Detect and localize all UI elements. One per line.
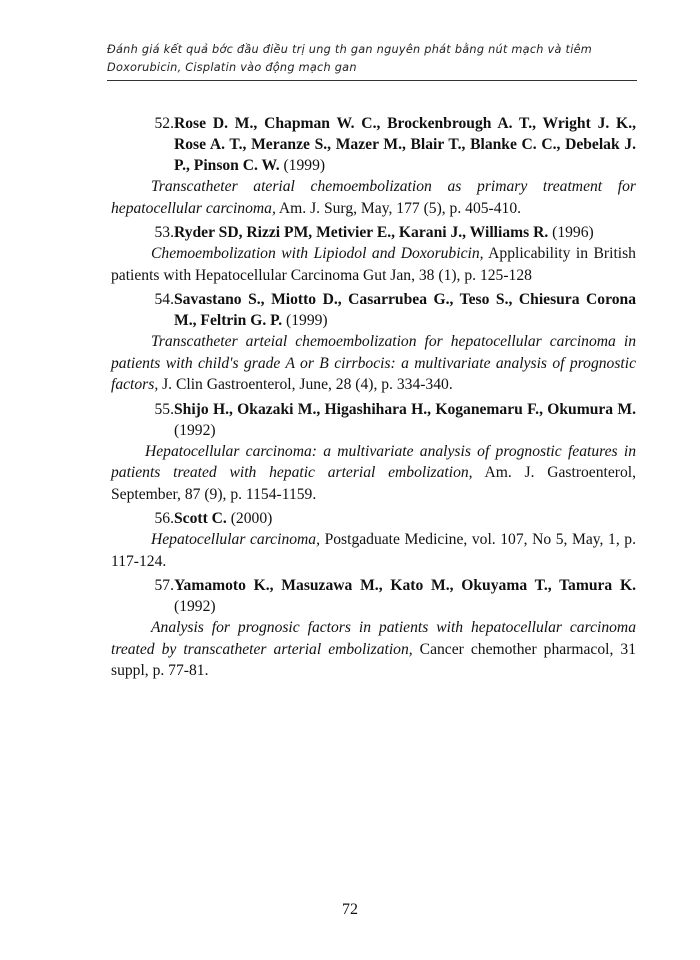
reference-citation: [111, 441, 636, 506]
reference-authors: [111, 289, 636, 331]
reference-year: (1999): [279, 157, 326, 174]
reference-year: (2000): [226, 510, 273, 527]
reference-title: Analysis for prognosic factors in patients with hepatocellular carcinoma treated by transcatheter arterial embolization,: [111, 619, 636, 658]
reference-source: Am. J. Gastroenterol, September, 87 (9), p. 1154-1159.: [111, 464, 636, 503]
reference-authors: [111, 575, 636, 617]
reference-authors: [111, 399, 636, 441]
reference-citation: [111, 529, 636, 572]
running-header: [107, 41, 637, 77]
reference-year: (1996): [548, 224, 594, 241]
reference-citation: [111, 176, 636, 219]
author-names: Yamamoto K., Masuzawa M., Kato M., Okuyama T., Tamura K.: [174, 577, 636, 594]
reference-authors: [111, 222, 636, 243]
reference-55: [111, 399, 636, 506]
reference-title: Chemoembolization with Lipiodol and Doxorubicin,: [151, 245, 484, 262]
reference-year: (1999): [282, 312, 328, 329]
reference-title: Transcatheter aterial chemoembolization as primary treatment for hepatocellular carcinoma,: [111, 178, 636, 217]
reference-number: 55.: [154, 400, 174, 418]
page-number: 72: [342, 901, 358, 918]
reference-56: [111, 508, 636, 572]
reference-number: 57.: [154, 577, 174, 594]
reference-54: [111, 289, 636, 396]
reference-number: 52.: [154, 115, 174, 132]
reference-title: Transcatheter arteial chemoembolization for hepatocellular carcinoma in patients with child's grade A or B cirrbocis: a multivariate analysis of prognostic factors,: [111, 333, 636, 393]
reference-title: Hepatocellular carcinoma: a multivariate analysis of prognostic features in patients treated with hepatic arterial embolization,: [111, 442, 636, 481]
reference-57: [111, 575, 636, 682]
reference-citation: [111, 617, 636, 682]
reference-source: Cancer chemother pharmacol, 31 suppl, p. 77-81.: [111, 640, 636, 679]
reference-authors: [111, 508, 636, 529]
reference-title: Hepatocellular carcinoma,: [151, 531, 320, 548]
reference-citation: [111, 243, 636, 286]
reference-citation: [111, 331, 636, 396]
reference-source: Am. J. Surg, May, 177 (5), p. 405-410.: [275, 199, 522, 217]
author-names: Scott C.: [174, 510, 227, 527]
reference-53: [111, 222, 636, 286]
author-names: Rose D. M., Chapman W. C., Brockenbrough A. T., Wright J. K., Rose A. T., Meranze S., Mazer M., Blair T., Blanke C. C., Debelak J. P., Pinson C. W.: [174, 115, 636, 174]
reference-source: Applicability in British patients with Hepatocellular Carcinoma Gut Jan, 38 (1), p. 125-128: [111, 245, 636, 284]
reference-year: (1992): [174, 598, 216, 615]
reference-52: [111, 113, 636, 219]
reference-list: [111, 113, 636, 685]
header-line-1: Đánh giá kết quả bớc đầu điều trị ung th gan nguyên phát bằng nút mạch và tiêm: [107, 43, 593, 56]
reference-number: 53.: [154, 224, 174, 241]
reference-number: 54.: [154, 291, 174, 308]
author-names: Shijo H., Okazaki M., Higashihara H., Koganemaru F., Okumura M.: [174, 400, 636, 418]
reference-source: Postgaduate Medicine, vol. 107, No 5, May, 1, p. 117-124.: [111, 531, 636, 570]
author-names: Savastano S., Miotto D., Casarrubea G., Teso S., Chiesura Corona M., Feltrin G. P.: [174, 291, 636, 329]
author-names: Ryder SD, Rizzi PM, Metivier E., Karani J., Williams R.: [174, 224, 549, 241]
reference-authors: [111, 113, 636, 176]
header-line-2: Doxorubicin, Cisplatin vào động mạch gan: [107, 61, 357, 74]
reference-source: J. Clin Gastroenterol, June, 28 (4), p. 334-340.: [158, 376, 453, 393]
header-divider: [107, 80, 637, 81]
reference-number: 56.: [154, 510, 174, 527]
reference-year: (1992): [174, 421, 216, 439]
